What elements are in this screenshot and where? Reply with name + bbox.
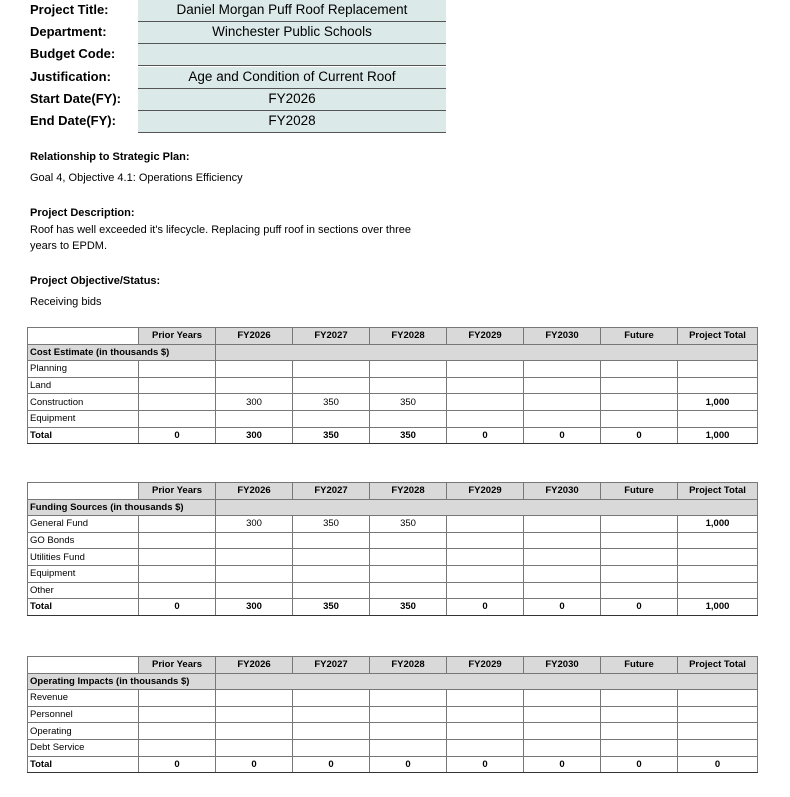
- objective-text: Receiving bids: [30, 296, 102, 308]
- row-label: Other: [28, 582, 139, 599]
- col-fy2029: FY2029: [447, 328, 524, 345]
- cell: [524, 723, 601, 740]
- cell: [139, 723, 216, 740]
- cell: [447, 361, 524, 378]
- cell: 0: [139, 599, 216, 616]
- section-title: Funding Sources (in thousands $): [28, 499, 216, 516]
- row-label: Equipment: [28, 410, 139, 427]
- cell: [678, 565, 758, 582]
- cell: [524, 361, 601, 378]
- end-date-label: End Date(FY):: [30, 112, 116, 128]
- cell: [139, 739, 216, 756]
- cell: 350: [293, 599, 370, 616]
- cell: [139, 565, 216, 582]
- row-label: Utilities Fund: [28, 549, 139, 566]
- col-prior-years: Prior Years: [139, 483, 216, 500]
- cell: [524, 565, 601, 582]
- cell: [370, 410, 447, 427]
- operating-impacts-table: [27, 656, 758, 773]
- cell: [447, 394, 524, 411]
- budget-code-label: Budget Code:: [30, 46, 116, 62]
- cell: [139, 410, 216, 427]
- cell: [216, 565, 293, 582]
- cell: 350: [370, 427, 447, 444]
- cell: [293, 532, 370, 549]
- cell: [216, 582, 293, 599]
- cell: 0: [447, 756, 524, 773]
- table-row: [28, 410, 758, 427]
- cell: 0: [601, 427, 678, 444]
- cell: [293, 410, 370, 427]
- cell: [139, 394, 216, 411]
- row-label: Personnel: [28, 706, 139, 723]
- cell: 0: [524, 756, 601, 773]
- cell: 0: [524, 427, 601, 444]
- cell: 1,000: [678, 427, 758, 444]
- cell: [139, 361, 216, 378]
- cell: [524, 532, 601, 549]
- cell: [293, 723, 370, 740]
- col-fy2026: FY2026: [216, 657, 293, 674]
- cell: [293, 565, 370, 582]
- table-header-row: [28, 483, 758, 500]
- department-value: Winchester Public Schools: [138, 22, 446, 44]
- cell: 300: [216, 599, 293, 616]
- col-future: Future: [601, 483, 678, 500]
- col-future: Future: [601, 328, 678, 345]
- cell: [293, 361, 370, 378]
- cell: [601, 377, 678, 394]
- cell: [678, 361, 758, 378]
- cell: [678, 377, 758, 394]
- cell: [601, 394, 678, 411]
- table-row: [28, 739, 758, 756]
- cell: 300: [216, 516, 293, 533]
- col-project-total: Project Total: [678, 483, 758, 500]
- cell: [601, 739, 678, 756]
- cell: 0: [524, 599, 601, 616]
- col-prior-years: Prior Years: [139, 328, 216, 345]
- cell: 350: [293, 516, 370, 533]
- cell: 0: [139, 427, 216, 444]
- cell: [524, 394, 601, 411]
- cell: [447, 690, 524, 707]
- cell: 0: [216, 756, 293, 773]
- col-project-total: Project Total: [678, 328, 758, 345]
- funding-sources-table: [27, 482, 758, 616]
- project-title-row: [27, 0, 447, 22]
- total-label: Total: [28, 599, 139, 616]
- cost-estimate-table: [27, 327, 758, 444]
- cell: [370, 532, 447, 549]
- table-row: [28, 706, 758, 723]
- row-label: Construction: [28, 394, 139, 411]
- section-row: [28, 673, 758, 690]
- cell: [678, 532, 758, 549]
- cell: 1,000: [678, 599, 758, 616]
- table-row: [28, 394, 758, 411]
- cell: [139, 549, 216, 566]
- table-row: [28, 361, 758, 378]
- project-title-value: Daniel Morgan Puff Roof Replacement: [138, 0, 446, 22]
- col-fy2030: FY2030: [524, 328, 601, 345]
- total-row: [28, 756, 758, 773]
- cell: [293, 739, 370, 756]
- cell: [370, 549, 447, 566]
- cell: [139, 582, 216, 599]
- row-label: Debt Service: [28, 739, 139, 756]
- cell: [447, 582, 524, 599]
- cell: 300: [216, 394, 293, 411]
- cell: 1,000: [678, 394, 758, 411]
- cell: [601, 516, 678, 533]
- total-row: [28, 599, 758, 616]
- total-label: Total: [28, 427, 139, 444]
- row-label: Land: [28, 377, 139, 394]
- section-row: [28, 344, 758, 361]
- row-label: Revenue: [28, 690, 139, 707]
- cell: [370, 739, 447, 756]
- total-row: [28, 427, 758, 444]
- cell: [524, 516, 601, 533]
- cell: [601, 549, 678, 566]
- cell: [216, 410, 293, 427]
- col-fy2028: FY2028: [370, 328, 447, 345]
- cell: 0: [447, 599, 524, 616]
- cell: [370, 377, 447, 394]
- cell: [370, 361, 447, 378]
- cell: [678, 690, 758, 707]
- cell: 350: [370, 516, 447, 533]
- row-label: General Fund: [28, 516, 139, 533]
- cell: 300: [216, 427, 293, 444]
- cell: [601, 410, 678, 427]
- cell: [524, 377, 601, 394]
- col-fy2026: FY2026: [216, 483, 293, 500]
- cell: [370, 723, 447, 740]
- cell: [524, 582, 601, 599]
- table-row: [28, 582, 758, 599]
- col-fy2029: FY2029: [447, 483, 524, 500]
- row-label: GO Bonds: [28, 532, 139, 549]
- cell: 350: [370, 394, 447, 411]
- start-date-row: [27, 89, 447, 111]
- project-header: [27, 0, 447, 133]
- cell: 350: [293, 427, 370, 444]
- cell: [216, 361, 293, 378]
- relationship-text: Goal 4, Objective 4.1: Operations Efficiency: [30, 172, 243, 184]
- cell: [139, 532, 216, 549]
- start-date-label: Start Date(FY):: [30, 90, 122, 106]
- cell: [524, 739, 601, 756]
- department-label: Department:: [30, 24, 107, 40]
- table-row: [28, 549, 758, 566]
- col-fy2029: FY2029: [447, 657, 524, 674]
- header-blank: [28, 328, 139, 345]
- cell: [139, 706, 216, 723]
- table-row: [28, 723, 758, 740]
- end-date-value: FY2028: [138, 111, 446, 133]
- row-label: Operating: [28, 723, 139, 740]
- cell: [601, 706, 678, 723]
- cell: 0: [370, 756, 447, 773]
- cell: [293, 582, 370, 599]
- department-row: [27, 22, 447, 44]
- cell: [216, 377, 293, 394]
- cell: [678, 706, 758, 723]
- section-title: Operating Impacts (in thousands $): [28, 673, 216, 690]
- cell: [216, 549, 293, 566]
- cell: [216, 532, 293, 549]
- col-project-total: Project Total: [678, 657, 758, 674]
- description-heading: Project Description:: [30, 207, 135, 219]
- cell: [370, 582, 447, 599]
- budget-code-row: [27, 44, 447, 66]
- total-label: Total: [28, 756, 139, 773]
- col-future: Future: [601, 657, 678, 674]
- cell: [447, 377, 524, 394]
- cell: [216, 739, 293, 756]
- budget-code-value: [138, 44, 446, 66]
- col-fy2028: FY2028: [370, 483, 447, 500]
- cell: [524, 549, 601, 566]
- relationship-heading: Relationship to Strategic Plan:: [30, 151, 190, 163]
- cell: 0: [293, 756, 370, 773]
- cell: 0: [139, 756, 216, 773]
- justification-row: [27, 67, 447, 89]
- table-row: [28, 516, 758, 533]
- cell: 350: [370, 599, 447, 616]
- objective-heading: Project Objective/Status:: [30, 275, 161, 287]
- cell: [370, 706, 447, 723]
- cell: 1,000: [678, 516, 758, 533]
- cell: [447, 706, 524, 723]
- section-title: Cost Estimate (in thousands $): [28, 344, 216, 361]
- section-fill: [216, 673, 758, 690]
- cell: [601, 565, 678, 582]
- col-fy2030: FY2030: [524, 657, 601, 674]
- cell: [678, 410, 758, 427]
- cell: 0: [601, 756, 678, 773]
- project-title-label: Project Title:: [30, 2, 109, 17]
- cell: [447, 565, 524, 582]
- row-label: Equipment: [28, 565, 139, 582]
- description-text: Roof has well exceeded it's lifecycle. Replacing puff roof in sections over three years to EPDM.: [30, 224, 411, 252]
- cell: [447, 516, 524, 533]
- cell: [216, 690, 293, 707]
- cell: [293, 549, 370, 566]
- section-row: [28, 499, 758, 516]
- table-row: [28, 565, 758, 582]
- cell: [447, 532, 524, 549]
- cell: [678, 582, 758, 599]
- section-fill: [216, 499, 758, 516]
- header-blank: [28, 657, 139, 674]
- col-fy2030: FY2030: [524, 483, 601, 500]
- cell: [370, 690, 447, 707]
- row-label: Planning: [28, 361, 139, 378]
- table-header-row: [28, 657, 758, 674]
- cell: [678, 549, 758, 566]
- header-blank: [28, 483, 139, 500]
- cell: [139, 377, 216, 394]
- cell: [524, 706, 601, 723]
- cell: [678, 739, 758, 756]
- cell: [216, 706, 293, 723]
- justification-value: Age and Condition of Current Roof: [138, 67, 446, 89]
- col-fy2028: FY2028: [370, 657, 447, 674]
- cell: [139, 516, 216, 533]
- cell: [524, 410, 601, 427]
- col-fy2027: FY2027: [293, 483, 370, 500]
- start-date-value: FY2026: [138, 89, 446, 111]
- cell: [139, 690, 216, 707]
- table-row: [28, 690, 758, 707]
- table-row: [28, 532, 758, 549]
- table-header-row: [28, 328, 758, 345]
- cell: [447, 739, 524, 756]
- cell: [601, 532, 678, 549]
- cell: [601, 690, 678, 707]
- end-date-row: [27, 111, 447, 133]
- cell: 350: [293, 394, 370, 411]
- cell: [524, 690, 601, 707]
- cell: [678, 723, 758, 740]
- cell: [601, 723, 678, 740]
- col-fy2027: FY2027: [293, 328, 370, 345]
- cell: [601, 361, 678, 378]
- col-prior-years: Prior Years: [139, 657, 216, 674]
- col-fy2027: FY2027: [293, 657, 370, 674]
- cell: [447, 549, 524, 566]
- table-row: [28, 377, 758, 394]
- cell: [370, 565, 447, 582]
- section-fill: [216, 344, 758, 361]
- cell: [293, 706, 370, 723]
- col-fy2026: FY2026: [216, 328, 293, 345]
- justification-label: Justification:: [30, 68, 111, 84]
- cell: [293, 690, 370, 707]
- cell: 0: [601, 599, 678, 616]
- cell: 0: [678, 756, 758, 773]
- cell: [293, 377, 370, 394]
- cell: 0: [447, 427, 524, 444]
- cell: [216, 723, 293, 740]
- cell: [447, 410, 524, 427]
- cell: [601, 582, 678, 599]
- cell: [447, 723, 524, 740]
